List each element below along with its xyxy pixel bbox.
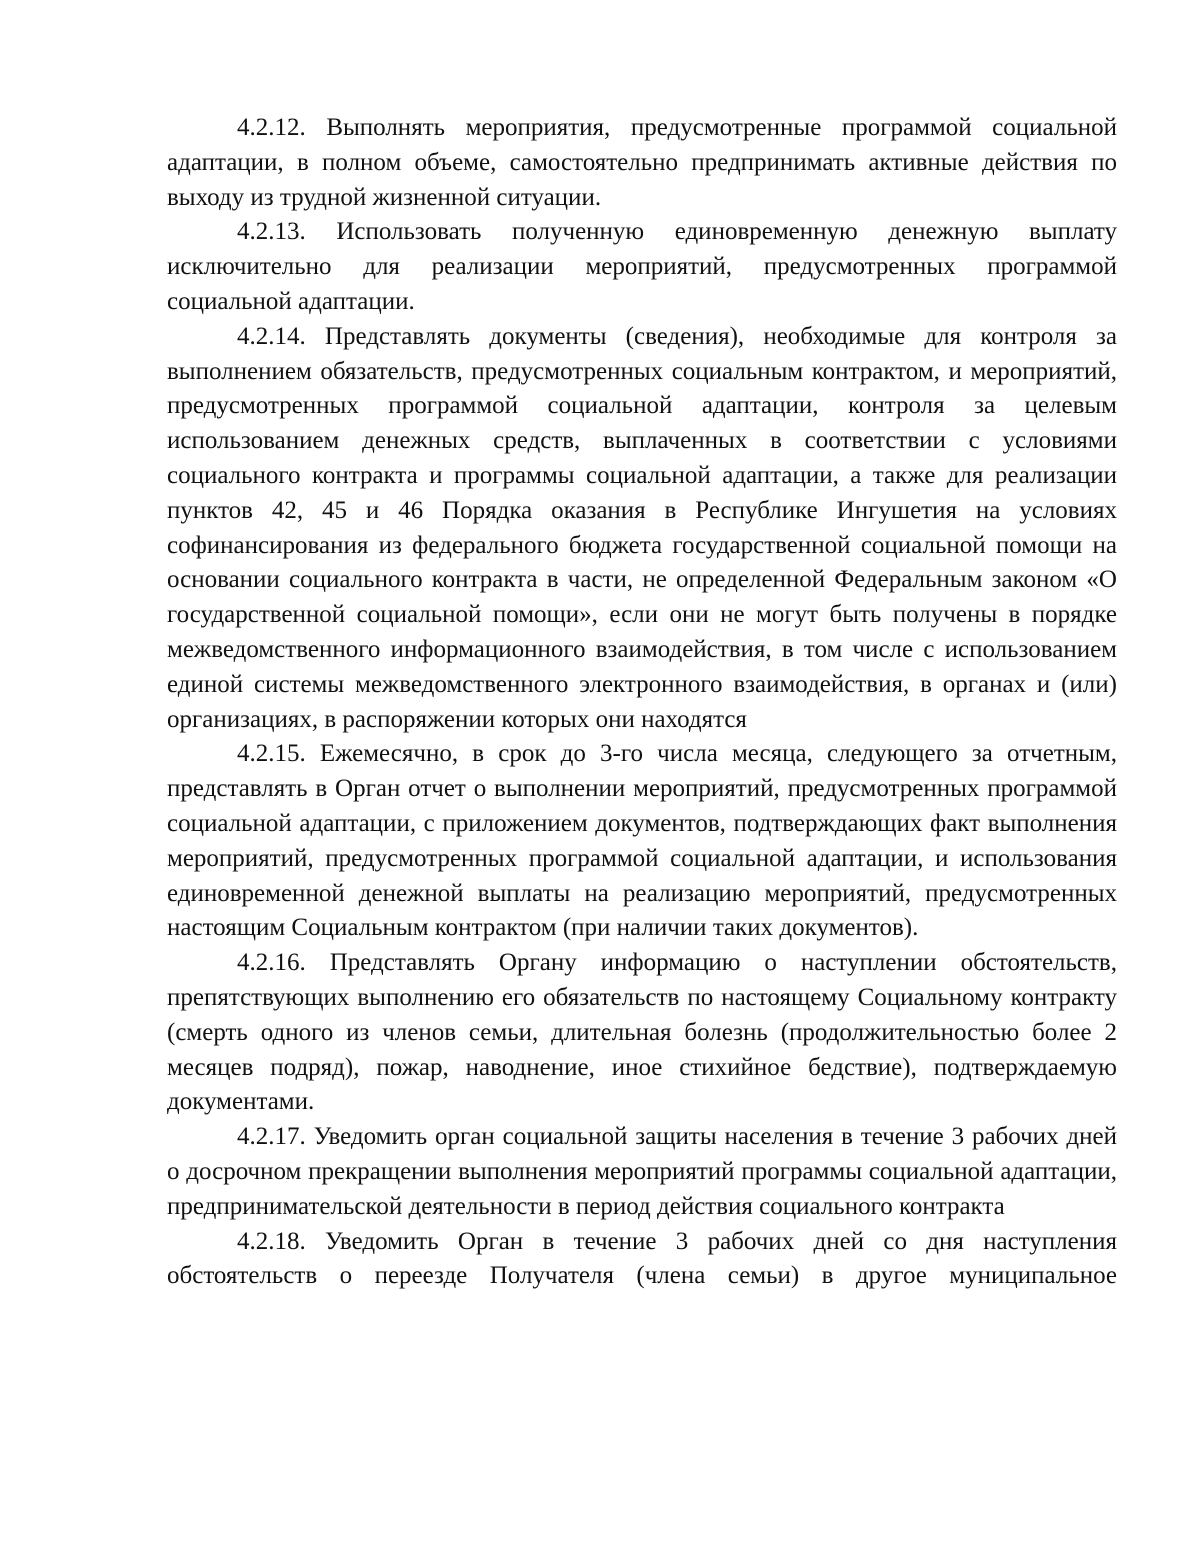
- document-body: [167, 111, 1117, 1294]
- paragraph-4-2-15: 4.2.15. Ежемесячно, в срок до 3-го числа месяца, следующего за отчетным, представлять в Орган отчет о выполнении мероприятий, предусмотренных программой социальной адаптации, с приложением документов, подтверждающих факт выполнения мероприятий, предусмотренных программой социальной адаптации, и использования единовременной денежной выплаты на реализацию мероприятий, предусмотренных настоящим Социальным контрактом (при наличии таких документов).: [167, 740, 1117, 942]
- paragraph-4-2-13: 4.2.13. Использовать полученную единовременную денежную выплату исключительно для реализации мероприятий, предусмотренных программой социальной адаптации.: [167, 218, 1117, 315]
- paragraph-4-2-18: 4.2.18. Уведомить Орган в течение 3 рабочих дней со дня наступления обстоятельств о переезде Получателя (члена семьи) в другое муниципальное: [167, 1227, 1117, 1290]
- paragraph-4-2-16: 4.2.16. Представлять Органу информацию о наступлении обстоятельств, препятствующих выполнению его обязательств по настоящему Социальному контракту (смерть одного из членов семьи, длительная болезнь (продолжительностью более 2 месяцев подряд), пожар, наводнение, иное стихийное бедствие), подтверждаемую документами.: [167, 949, 1117, 1116]
- paragraph-4-2-17: 4.2.17. Уведомить орган социальной защиты населения в течение 3 рабочих дней о досрочном прекращении выполнения мероприятий программы социальной адаптации, предпринимательской деятельности в период действия социального контракта: [167, 1123, 1117, 1220]
- paragraph-4-2-12: 4.2.12. Выполнять мероприятия, предусмотренные программой социальной адаптации, в полном объеме, самостоятельно предпринимать активные действия по выходу из трудной жизненной ситуации.: [167, 114, 1117, 211]
- paragraph-4-2-14: 4.2.14. Представлять документы (сведения), необходимые для контроля за выполнением обязательств, предусмотренных социальным контрактом, и мероприятий, предусмотренных программой социальной адаптации, контроля за целевым использованием денежных средств, выплаченных в соответствии с условиями социального контракта и программы социальной адаптации, а также для реализации пунктов 42, 45 и 46 Порядка оказания в Республике Ингушетия на условиях софинансирования из федерального бюджета государственной социальной помощи на основании социального контракта в части, не определенной Федеральным законом «О государственной социальной помощи», если они не могут быть получены в порядке межведомственного информационного взаимодействия, в том числе с использованием единой системы межведомственного электронного взаимодействия, в органах и (или) организациях, в распоряжении которых они находятся: [167, 322, 1117, 733]
